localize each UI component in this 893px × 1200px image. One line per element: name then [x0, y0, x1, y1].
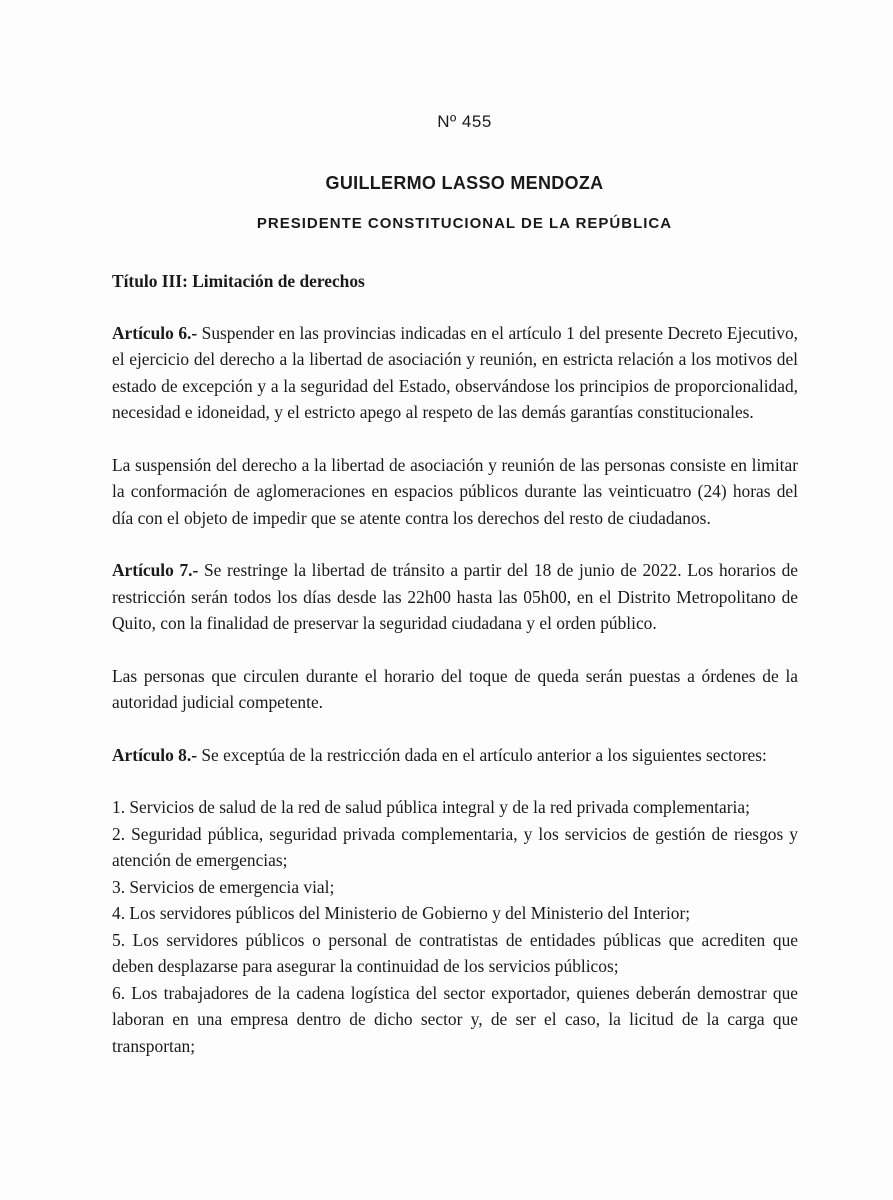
article-6	[112, 320, 798, 426]
exceptions-list	[112, 794, 798, 1059]
president-name: GUILLERMO LASSO MENDOZA	[325, 173, 604, 193]
list-item: 6. Los trabajadores de la cadena logística del sector exportador, quienes deberán demostrar que laboran en una empresa dentro de dicho sector y, de ser el caso, la licitud de la carga que transportan;	[112, 982, 798, 1056]
article-8	[112, 742, 798, 769]
decree-number: Nº 455	[437, 112, 492, 131]
article-8-label: Artículo 8.-	[112, 744, 198, 765]
article-6-paragraph-2: La suspensión del derecho a la libertad de asociación y reunión de las personas consiste en limitar la conformación de aglomeraciones en espacios públicos durante las veinticuatro (24) horas del día con el objeto de impedir que se atente contra los derechos del resto de ciudadanos.	[112, 454, 798, 528]
article-7	[112, 557, 798, 637]
list-item: 4. Los servidores públicos del Ministerio de Gobierno y del Ministerio del Interior;	[112, 903, 691, 923]
document-body	[112, 268, 798, 1059]
president-title: PRESIDENTE CONSTITUCIONAL DE LA REPÚBLICA	[256, 215, 673, 232]
list-item: 3. Servicios de emergencia vial;	[112, 876, 335, 897]
article-8-text: Se exceptúa de la restricción dada en el artículo anterior a los siguientes sectores:	[197, 744, 767, 765]
list-item: 5. Los servidores públicos o personal de contratistas de entidades públicas que acrediten que deben desplazarse para asegurar la continuidad de los servicios públicos;	[112, 929, 798, 976]
article-6-text: Suspender en las provincias indicadas en el artículo 1 del presente Decreto Ejecutivo, el ejercicio del derecho a la libertad de asociación y reunión, en estricta relación a los motivos del estado de excepción y a la seguridad del Estado, observándose los principios de proporcionalidad, necesidad e idoneidad, y el estricto apego al respeto de las demás garantías constitucionales.	[112, 322, 798, 422]
article-7-text: Se restringe la libertad de tránsito a partir del 18 de junio de 2022. Los horarios de restricción serán todos los días desde las 22h00 hasta las 05h00, en el Distrito Metropolitano de Quito, con la finalidad de preservar la seguridad ciudadana y el orden público.	[112, 560, 798, 633]
article-7-label: Artículo 7.-	[112, 560, 199, 580]
list-item: 1. Servicios de salud de la red de salud pública integral y de la red privada complementaria;	[112, 797, 750, 817]
article-6-label: Artículo 6.-	[112, 322, 198, 343]
list-item: 2. Seguridad pública, seguridad privada complementaria, y los servicios de gestión de riesgos y atención de emergencias;	[112, 823, 798, 870]
article-7-paragraph-2: Las personas que circulen durante el horario del toque de queda serán puestas a órdenes de la autoridad judicial competente.	[112, 665, 798, 712]
section-title: Título III: Limitación de derechos	[112, 271, 365, 291]
